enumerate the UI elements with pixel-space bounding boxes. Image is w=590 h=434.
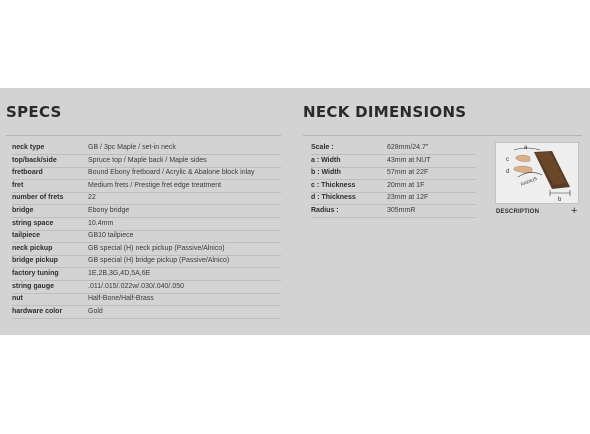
- spec-row: [12, 243, 281, 255]
- spec-row: [12, 142, 281, 154]
- spec-value: GB / 3pc Maple / set-in neck: [88, 144, 176, 151]
- spec-key: bridge: [12, 207, 34, 214]
- radius-arc: [518, 172, 542, 177]
- neck-diagram: [495, 142, 579, 204]
- spec-row: [12, 230, 281, 242]
- plus-icon[interactable]: +: [571, 205, 578, 217]
- row-separator: [311, 217, 476, 218]
- description-toggle[interactable]: DESCRIPTION: [496, 209, 540, 215]
- spec-value: 1E,2B,3G,4D,5A,6E: [88, 270, 151, 277]
- spec-key: b : Width: [311, 169, 341, 177]
- spec-value: 22: [88, 194, 96, 202]
- spec-key: top/back/side: [12, 156, 57, 164]
- label-c: c: [506, 157, 509, 163]
- spec-row: [12, 180, 281, 192]
- spec-value: GB10 tailpiece: [88, 232, 134, 240]
- specs-title-rule: [6, 135, 281, 136]
- spec-key: number of frets: [12, 194, 64, 202]
- neck-title-rule: [303, 135, 582, 136]
- spec-row: [311, 192, 476, 204]
- spec-key: hardware color: [12, 307, 63, 315]
- spec-value: Medium frets / Prestige fret edge treatment: [88, 181, 222, 189]
- spec-value: 20mm at 1F: [387, 181, 425, 189]
- spec-key: fret: [12, 181, 24, 189]
- heel-d: [514, 166, 532, 173]
- spec-key: nut: [12, 295, 23, 303]
- spec-row: [12, 155, 281, 167]
- spec-key: fretboard: [12, 169, 43, 177]
- spec-value: Bound Ebony fretboard / Acrylic & Abalone block inlay: [88, 169, 255, 177]
- spec-row: [12, 255, 281, 267]
- spec-row: [311, 142, 476, 154]
- spec-value: GB special (H) neck pickup (Passive/Alnico): [88, 244, 225, 252]
- spec-row: [311, 155, 476, 167]
- spec-value: 43mm at NUT: [387, 156, 431, 164]
- spec-row: [12, 192, 281, 204]
- spec-value: GB special (H) bridge pickup (Passive/Alnico): [88, 257, 230, 265]
- spec-row: [12, 281, 281, 293]
- spec-value: Spruce top / Maple back / Maple sides: [88, 156, 207, 164]
- spec-value: Half-Bone/Half-Brass: [88, 295, 154, 303]
- spec-row: [311, 167, 476, 179]
- spec-row: [12, 268, 281, 280]
- spec-value: Ebony bridge: [88, 207, 130, 214]
- spec-value: 57mm at 22F: [387, 169, 429, 177]
- spec-key: tailpiece: [12, 232, 41, 240]
- heel-c: [516, 155, 530, 162]
- spec-value: .011/.015/.022w/.030/.040/.050: [88, 282, 185, 290]
- spec-row: [12, 293, 281, 305]
- spec-row: [12, 205, 281, 217]
- label-a: a: [524, 145, 528, 151]
- row-separator: [12, 318, 281, 319]
- spec-key: Scale :: [311, 144, 334, 151]
- neck-dimensions-title: NECK DIMENSIONS: [303, 103, 467, 121]
- spec-row: [311, 180, 476, 192]
- spec-row: [12, 167, 281, 179]
- spec-key: a : Width: [311, 156, 341, 164]
- spec-value: 10.4mm: [88, 219, 114, 227]
- spec-row: [12, 218, 281, 230]
- spec-key: neck pickup: [12, 244, 53, 252]
- spec-key: neck type: [12, 144, 45, 151]
- spec-row: [311, 205, 476, 217]
- spec-key: bridge pickup: [12, 257, 58, 265]
- spec-key: Radius :: [311, 207, 339, 214]
- label-d: d: [506, 169, 510, 175]
- spec-value: 628mm/24.7": [387, 144, 429, 151]
- spec-key: string space: [12, 219, 54, 227]
- spec-value: Gold: [88, 307, 103, 315]
- specs-title: SPECS: [6, 103, 62, 121]
- neck-diagram-illustration: [496, 143, 578, 203]
- spec-key: c : Thickness: [311, 181, 356, 189]
- spec-key: factory tuning: [12, 270, 59, 277]
- spec-value: 23mm at 12F: [387, 194, 429, 202]
- spec-row: [12, 306, 281, 318]
- label-b: b: [558, 197, 562, 203]
- spec-value: 305mmR: [387, 207, 416, 214]
- spec-key: string gauge: [12, 282, 55, 290]
- spec-key: d : Thickness: [311, 194, 356, 202]
- label-radius: RADIUS: [520, 175, 538, 187]
